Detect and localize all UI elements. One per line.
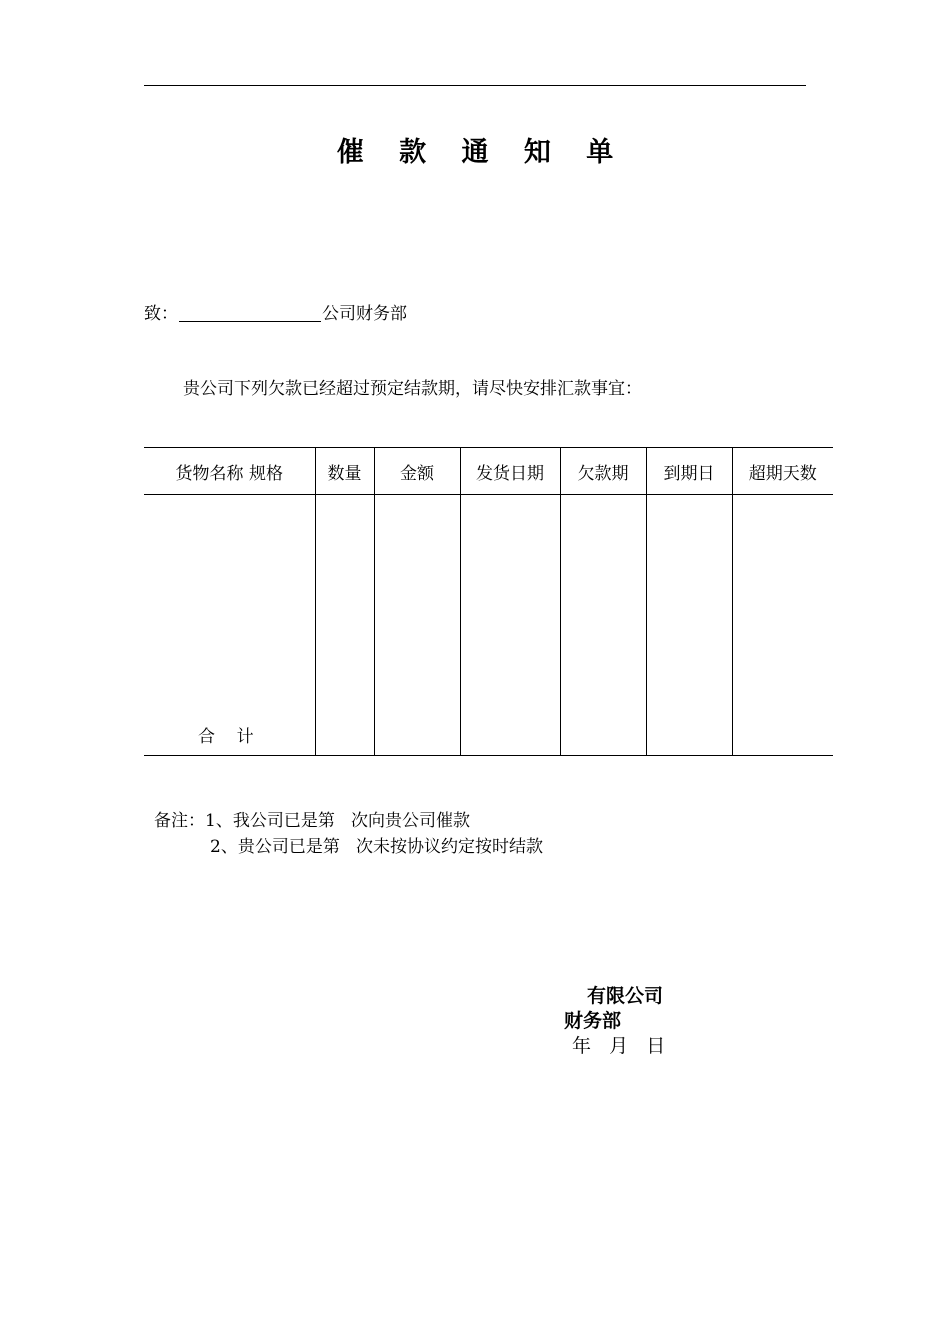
recipient-prefix: 致： (144, 304, 178, 324)
remark-line-2: 2、贵公司已是第 次未按协议约定按时结款 (210, 837, 544, 857)
header-overdue-days: 超期天数 (732, 448, 833, 495)
header-goods-name-spec: 货物名称 规格 (144, 448, 315, 495)
intro-paragraph: 贵公司下列欠款已经超过预定结款期，请尽快安排汇款事宜： (183, 379, 642, 399)
remark-line-1: 备注：1、我公司已是第 次向贵公司催款 (154, 811, 471, 831)
signature-date: 年 月 日 (572, 1035, 666, 1057)
header-amount: 金额 (374, 448, 460, 495)
header-ship-date: 发货日期 (460, 448, 560, 495)
total-label-text: 合 计 (198, 727, 254, 747)
table-header-row (144, 448, 833, 495)
cell-overdue-days (732, 495, 833, 756)
remarks (154, 808, 543, 860)
recipient-suffix: 公司财务部 (322, 304, 407, 324)
cell-ship-date (460, 495, 560, 756)
cell-due-date (646, 495, 732, 756)
signature-company: 有限公司 (587, 985, 664, 1007)
cell-quantity (315, 495, 374, 756)
header-credit-period: 欠款期 (560, 448, 646, 495)
recipient-blank-field[interactable] (179, 303, 321, 322)
total-label (144, 495, 315, 756)
cell-amount (374, 495, 460, 756)
recipient-line (144, 299, 407, 324)
signature-department: 财务部 (564, 1010, 622, 1032)
header-rule (144, 85, 806, 86)
table-row (144, 495, 833, 756)
overdue-goods-table (144, 447, 833, 756)
header-due-date: 到期日 (646, 448, 732, 495)
cell-credit-period (560, 495, 646, 756)
header-quantity: 数量 (315, 448, 374, 495)
document-title: 催 款 通 知 单 (336, 137, 627, 168)
